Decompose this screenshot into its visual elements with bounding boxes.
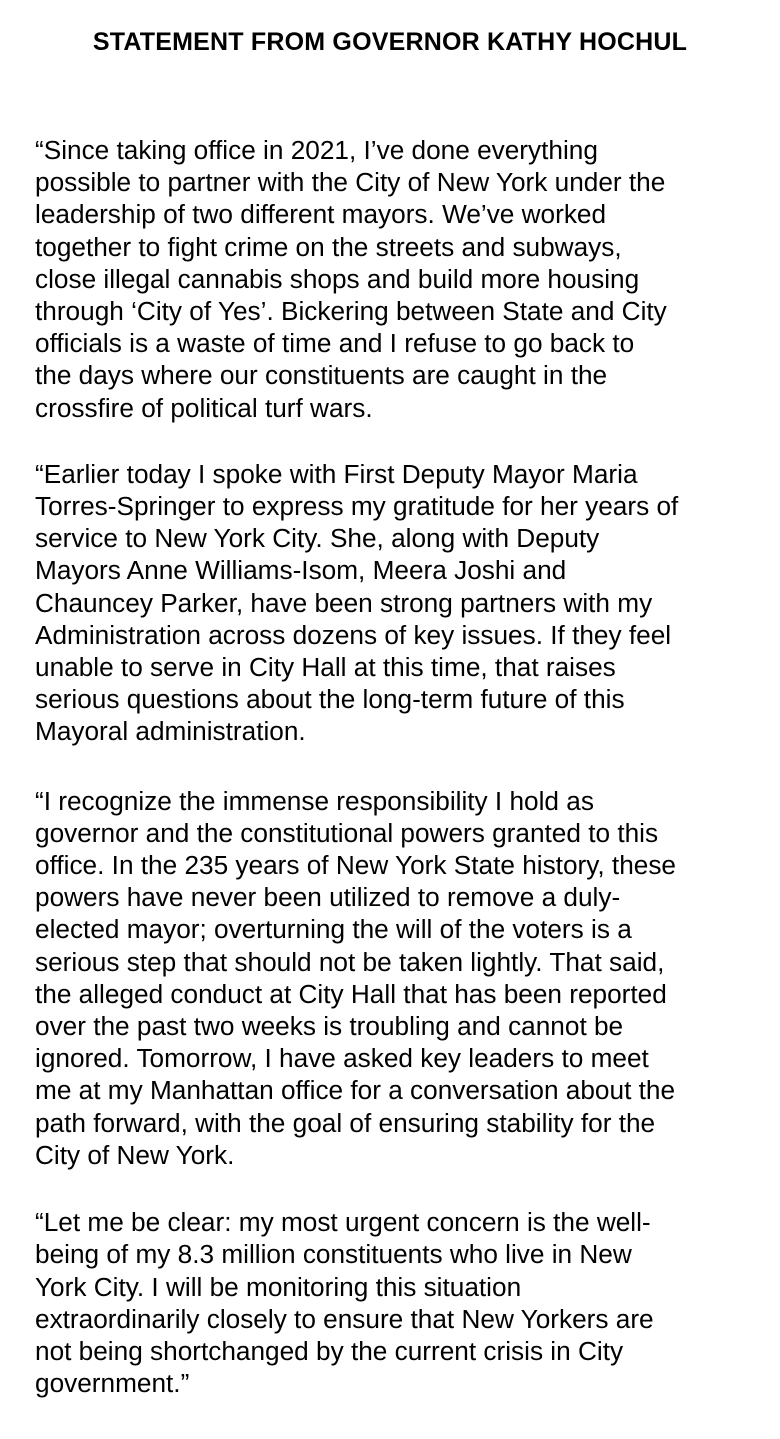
paragraph-line: City of New York. <box>35 1139 235 1170</box>
paragraph-line: ignored. Tomorrow, I have asked key leaders to meet <box>35 1043 649 1074</box>
statement-title: STATEMENT FROM GOVERNOR KATHY HOCHUL <box>92 28 688 56</box>
paragraph-line: “I recognize the immense responsibility I hold as <box>35 785 594 816</box>
paragraph-1 <box>35 134 755 424</box>
paragraph-line: extraordinarily closely to ensure that New Yorkers are <box>35 1303 654 1334</box>
statement-body <box>35 134 755 1399</box>
paragraph-line: office. In the 235 years of New York State history, these <box>35 850 676 881</box>
paragraph-line: close illegal cannabis shops and build more housing <box>35 263 640 294</box>
paragraph-3 <box>35 785 755 1171</box>
paragraph-line: powers have never been utilized to remove a duly- <box>35 882 621 913</box>
paragraph-line: unable to serve in City Hall at this time, that raises <box>35 652 616 683</box>
paragraph-4 <box>35 1206 755 1399</box>
paragraph-line: through ‘City of Yes’. Bickering between State and City <box>35 296 667 327</box>
paragraph-line: serious step that should not be taken lightly. That said, <box>35 946 665 977</box>
paragraph-line: possible to partner with the City of New York under the <box>35 167 666 198</box>
paragraph-line: “Let me be clear: my most urgent concern is the well- <box>35 1207 651 1238</box>
paragraph-line: Administration across dozens of key issues. If they feel <box>35 619 672 650</box>
paragraph-line: Torres-Springer to express my gratitude for her years of <box>35 491 679 522</box>
paragraph-line: the alleged conduct at City Hall that has been reported <box>35 978 667 1009</box>
paragraph-line: “Since taking office in 2021, I’ve done everything <box>35 135 598 165</box>
paragraph-line: together to fight crime on the streets and subways, <box>35 231 622 262</box>
paragraph-line: Mayoral administration. <box>35 716 306 747</box>
paragraph-line: crossfire of political turf wars. <box>35 392 373 423</box>
paragraph-line: the days where our constituents are caught in the <box>35 360 608 391</box>
paragraph-line: York City. I will be monitoring this situation <box>35 1271 522 1302</box>
paragraph-line: service to New York City. She, along with Deputy <box>35 523 600 554</box>
paragraph-line: “Earlier today I spoke with First Deputy Mayor Maria <box>35 458 638 489</box>
paragraph-line: elected mayor; overturning the will of the voters is a <box>35 914 632 945</box>
paragraph-line: government.” <box>35 1368 190 1399</box>
paragraph-line: being of my 8.3 million constituents who live in New <box>35 1239 632 1270</box>
paragraph-line: me at my Manhattan office for a conversation about the <box>35 1075 676 1106</box>
paragraph-line: Chauncey Parker, have been strong partners with my <box>35 587 653 618</box>
paragraph-line: governor and the constitutional powers granted to this <box>35 817 659 848</box>
paragraph-line: officials is a waste of time and I refuse to go back to <box>35 328 635 359</box>
paragraph-line: over the past two weeks is troubling and cannot be <box>35 1011 624 1042</box>
paragraph-2 <box>35 458 755 748</box>
paragraph-line: not being shortchanged by the current crisis in City <box>35 1335 624 1366</box>
paragraph-line: serious questions about the long-term future of this <box>35 684 625 715</box>
paragraph-line: leadership of two different mayors. We’ve worked <box>35 199 607 230</box>
paragraph-line: Mayors Anne Williams-Isom, Meera Joshi and <box>35 555 567 586</box>
paragraph-line: path forward, with the goal of ensuring stability for the <box>35 1107 656 1138</box>
